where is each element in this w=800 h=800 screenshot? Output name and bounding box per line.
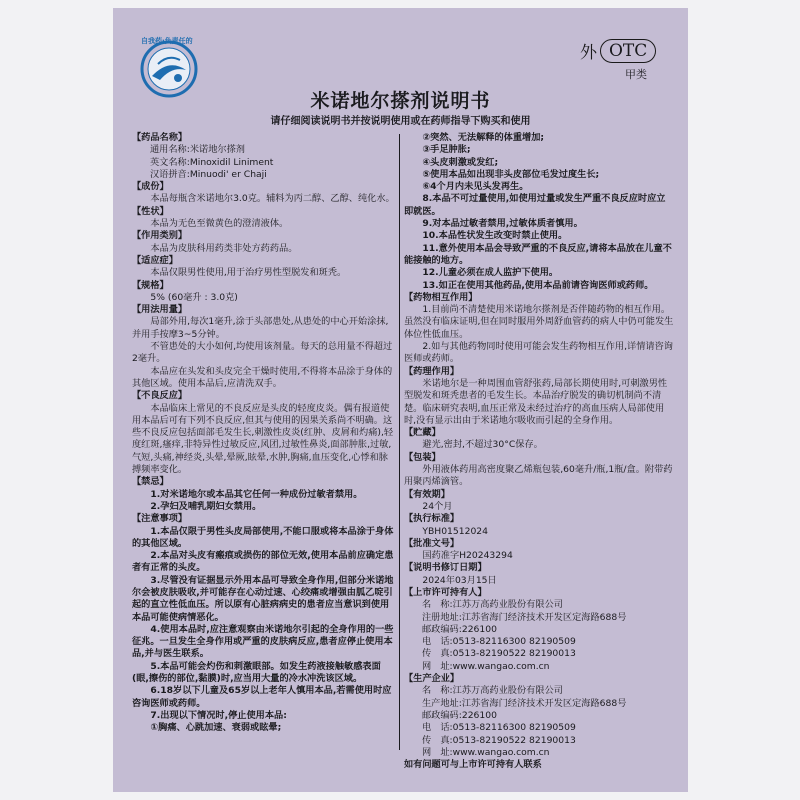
approval-number: 国药准字H20243294 xyxy=(422,550,513,562)
package: 外用液体药用高密度聚乙烯瓶包装,60毫升/瓶,1瓶/盒。附带药用聚丙烯滴管。 xyxy=(404,464,673,488)
precaution: ④头皮刺激或发红; xyxy=(422,156,499,168)
precaution: 5.本品可能会灼伤和刺激眼部。如发生药液接触敏感表面(眼,擦伤的部位,黏膜)时,应当用大量的冷水冲洗该区域。 xyxy=(132,660,381,685)
precaution: 9.对本品过敏者禁用,过敏体质者慎用。 xyxy=(422,218,583,230)
storage: 避光,密封,不超过30°C保存。 xyxy=(422,439,543,451)
standard: YBH01512024 xyxy=(422,525,488,537)
otc-mark xyxy=(580,38,656,63)
section-heading: 【性状】 xyxy=(132,205,169,217)
section-heading: 【用法用量】 xyxy=(132,304,188,316)
holder-website: 网 址:www.wangao.com.cn xyxy=(422,660,550,672)
english-name: 英文名称:Minoxidil Liniment xyxy=(150,156,274,168)
section-heading: 【上市许可持有人】 xyxy=(404,586,487,598)
otc-label: OTC xyxy=(600,39,656,63)
contraindication: 2.孕妇及哺乳期妇女禁用。 xyxy=(150,500,262,512)
section-heading: 【适应症】 xyxy=(132,254,178,266)
generic-name: 通用名称:米诺地尔搽剂 xyxy=(150,144,245,156)
section-heading: 【生产企业】 xyxy=(404,673,460,685)
usage-text: 局部外用,每次1毫升,涂于头部患处,从患处的中心开始涂抹,并用手按摩3~5分钟。 xyxy=(132,316,389,340)
section-heading: 【规格】 xyxy=(132,279,169,291)
holder-address: 注册地址:江苏省海门经济技术开发区定海路688号 xyxy=(422,611,627,623)
precaution: 2.本品对头皮有瘢痕或损伤的部位无效,使用本品前应确定患者有正常的头皮。 xyxy=(132,550,394,574)
usage-text: 不管患处的大小如何,均使用该剂量。每天的总用量不得超过2毫升。 xyxy=(132,341,393,365)
logo-text: 自我药·负责任的 xyxy=(141,37,193,45)
page-subtitle: 请仔细阅读说明书并按说明使用或在药师指导下购买和使用 xyxy=(270,116,531,127)
composition: 本品每瓶含米诺地尔3.0克。辅料为丙二醇、乙醇、纯化水。 xyxy=(150,193,395,205)
precaution: 3.尽管没有证据显示外用本品可导致全身作用,但部分米诺地尔会被皮肤吸收,并可能存在心动过速、心绞痛或增强由胍乙啶引起的直立性低血压。所以原有心脏病病史的患者应当意识到使用本品可能使病情恶化。 xyxy=(132,574,394,623)
manufacturer-zip: 邮政编码:226100 xyxy=(422,709,497,721)
category: 本品为皮肤科用药类非处方药药品。 xyxy=(150,242,298,254)
otc-class: 甲类 xyxy=(625,68,647,81)
section-heading: 【批准文号】 xyxy=(404,537,460,549)
precaution: 6.18岁以下儿童及65岁以上老年人慎用本品,若需使用时应咨询医师或药师。 xyxy=(132,685,392,709)
pinyin-name: 汉语拼音:Minuodi' er Chaji xyxy=(150,168,267,180)
precaution: 8.本品不可过量使用,如使用过量或发生严重不良反应时应立即就医。 xyxy=(404,193,666,217)
manufacturer-address: 生产地址:江苏省海门经济技术开发区定海路688号 xyxy=(422,697,627,709)
page-title: 米诺地尔搽剂说明书 xyxy=(310,90,491,112)
section-heading: 【包装】 xyxy=(404,451,441,463)
section-heading: 【贮藏】 xyxy=(404,427,441,439)
description: 本品为无色至微黄色的澄清液体。 xyxy=(150,218,289,230)
precaution: 11.意外使用本品会导致严重的不良反应,请将本品放在儿童不能接触的地方。 xyxy=(404,242,672,266)
precaution: 13.如正在使用其他药品,使用本品前请咨询医师或药师。 xyxy=(422,279,654,291)
precaution: 7.出现以下情况时,停止使用本品: xyxy=(150,709,287,721)
section-heading: 【药物相互作用】 xyxy=(404,291,478,303)
precaution: ③手足肿胀; xyxy=(422,144,471,156)
expiry: 24个月 xyxy=(422,500,453,512)
section-heading: 【药品名称】 xyxy=(132,132,188,143)
left-column xyxy=(132,132,396,735)
revision-date: 2024年03月15日 xyxy=(422,574,497,586)
interaction: 2.如与其他药物同时使用可能会发生药物相互作用,详情请咨询医师或药师。 xyxy=(404,341,673,365)
manufacturer-website: 网 址:www.wangao.com.cn xyxy=(422,746,550,758)
right-column xyxy=(404,132,674,771)
precaution: ⑥4个月内未见头发再生。 xyxy=(422,181,529,193)
holder-zip: 邮政编码:226100 xyxy=(422,623,497,635)
holder-name: 名 称:江苏万高药业股份有限公司 xyxy=(422,599,563,611)
section-heading: 【执行标准】 xyxy=(404,513,460,525)
indications: 本品仅限男性使用,用于治疗男性型脱发和斑秃。 xyxy=(150,267,347,279)
specification: 5% (60毫升 : 3.0克) xyxy=(150,291,238,303)
holder-phone: 电 话:0513-82116300 82190509 xyxy=(422,636,576,648)
section-heading: 【有效期】 xyxy=(404,488,450,500)
section-heading: 【禁忌】 xyxy=(132,476,169,488)
manufacturer-phone: 电 话:0513-82116300 82190509 xyxy=(422,722,576,734)
precaution: 10.本品性状发生改变时禁止使用。 xyxy=(422,230,568,242)
section-heading: 【不良反应】 xyxy=(132,390,188,402)
column-divider xyxy=(399,134,400,750)
manufacturer-fax: 传 真:0513-82190522 82190013 xyxy=(422,734,576,746)
section-heading: 【说明书修订日期】 xyxy=(404,562,487,574)
manufacturer-name: 名 称:江苏万高药业股份有限公司 xyxy=(422,685,563,697)
precaution: 12.儿童必须在成人监护下使用。 xyxy=(422,267,559,279)
leaflet-sheet xyxy=(113,8,688,792)
section-heading: 【作用类别】 xyxy=(132,230,188,242)
contraindication: 1.对米诺地尔或本品其它任何一种成份过敏者禁用。 xyxy=(150,488,363,500)
section-heading: 【成份】 xyxy=(132,181,169,193)
otc-wai: 外 xyxy=(580,43,597,63)
interaction: 1.目前尚不清楚使用米诺地尔搽剂是否伴随药物的相互作用。虽然没有临床证明,但在同时服用外周舒血管药的病人中仍可能发生体位性低血压。 xyxy=(404,304,674,340)
precaution: ①胸痛、心跳加速、衰弱或眩晕; xyxy=(150,722,282,734)
section-heading: 【药理作用】 xyxy=(404,365,460,377)
adverse-reactions: 本品临床上常见的不良反应是头皮的轻度皮炎。偶有报道使用本品后可有下列不良反应,但其与使用的因果关系尚不明确。这些不良反应包括面部毛发生长,刺激性皮炎(红肿、皮屑和灼痛),轻度红斑,瘙痒,非特异性过敏反应,风团,过敏性鼻炎,面部肿胀,过敏,气短,头痛,神经炎,头晕,晕厥,眩晕,水肿,胸痛,血压变化,心悸和脉搏频率变化。 xyxy=(132,402,394,476)
section-heading: 【注意事项】 xyxy=(132,513,188,525)
precaution: ⑤使用本品如出现非头皮部位毛发过度生长; xyxy=(422,168,600,180)
precaution: ②突然、无法解释的体重增加; xyxy=(422,132,545,143)
contact-note: 如有问题可与上市许可持有人联系 xyxy=(404,759,542,771)
usage-text: 本品应在头发和头皮完全干燥时使用,不得将本品涂于身体的其他区域。使用本品后,应清洗双手。 xyxy=(132,365,393,389)
precaution: 1.本品仅限于男性头皮局部使用,不能口服或将本品涂于身体的其他区域。 xyxy=(132,525,394,549)
pharmacology: 米诺地尔是一种周围血管舒张药,局部长期使用时,可刺激男性型脱发和斑秃患者的毛发生长。本品治疗脱发的确切机制尚不清楚。临床研究表明,血压正常及未经过治疗的高血压病人局部使用时,没有显示出由于米诺地尔吸收而引起的全身作用。 xyxy=(404,377,668,426)
precaution: 4.使用本品时,应注意观察由米诺地尔引起的全身作用的一些征兆。一旦发生全身作用或严重的皮肤病反应,患者应停止使用本品,并与医生联系。 xyxy=(132,623,394,660)
holder-fax: 传 真:0513-82190522 82190013 xyxy=(422,648,576,660)
